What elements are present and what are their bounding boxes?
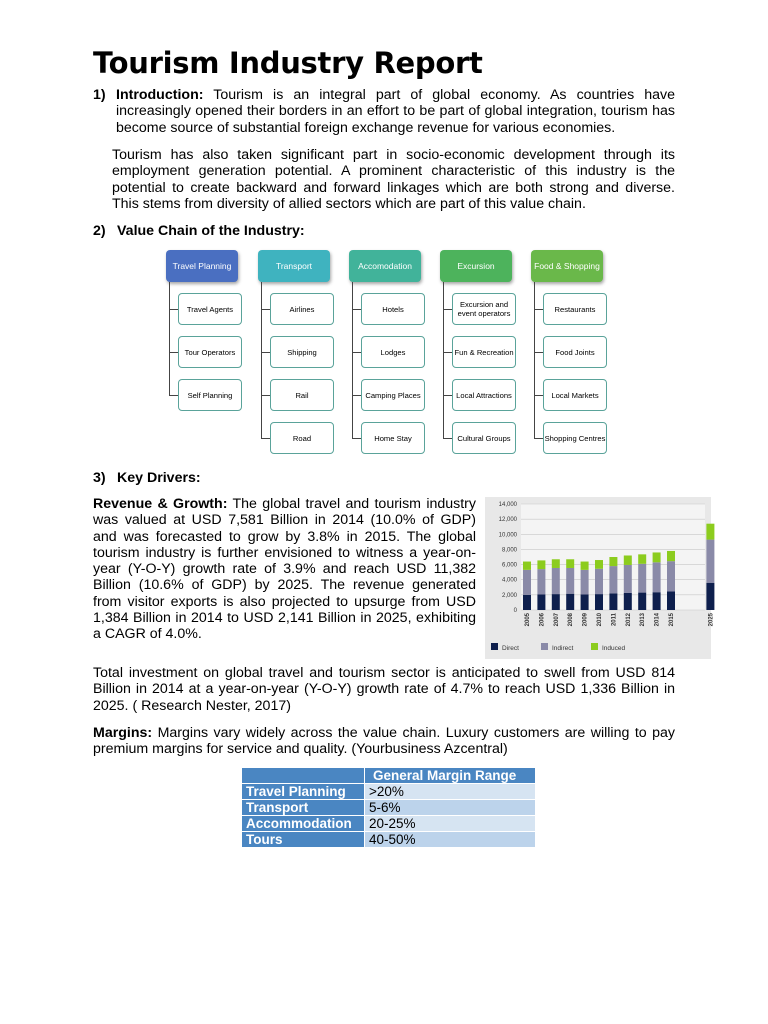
x-tick-label: 2006 [539, 613, 546, 627]
legend-swatch [591, 643, 598, 650]
x-tick-label: 2008 [568, 613, 575, 627]
legend-label: Direct [502, 645, 519, 652]
table-row [242, 784, 536, 800]
section-number-key-drivers: 3) [93, 470, 106, 486]
connector-line [261, 282, 262, 438]
value-chain-item: Travel Agents [178, 293, 242, 325]
value-chain-item: Local Attractions [452, 379, 516, 411]
row-label: Accommodation [242, 816, 365, 832]
bar-segment [523, 562, 531, 570]
bar-segment [537, 569, 545, 594]
bar-segment [609, 566, 617, 593]
value-chain-item: Lodges [361, 336, 425, 368]
x-tick-label: 2009 [582, 613, 589, 627]
y-tick-label: 6,000 [501, 562, 517, 569]
page-title: Tourism Industry Report [93, 46, 483, 80]
key-drivers-heading: Key Drivers: [117, 470, 201, 486]
row-value: >20% [365, 784, 536, 800]
bar-segment [638, 593, 646, 610]
x-tick-label: 2010 [597, 613, 603, 627]
value-chain-item: Food Joints [543, 336, 607, 368]
y-tick-label: 4,000 [501, 577, 517, 584]
value-chain-head: Transport [258, 250, 330, 282]
value-chain-item: Shipping [270, 336, 334, 368]
value-chain-heading: Value Chain of the Industry: [117, 223, 305, 239]
margin-table [241, 767, 536, 848]
margin-table-header-row [242, 768, 536, 784]
row-label: Transport [242, 800, 365, 816]
value-chain-head: Excursion [440, 250, 512, 282]
value-chain-head: Accomodation [349, 250, 421, 282]
x-tick-label: 2005 [525, 613, 531, 627]
intro-paragraph [116, 87, 675, 136]
revenue-paragraph [93, 496, 476, 643]
x-tick-label: 2025 [708, 613, 715, 627]
bar-segment [581, 594, 589, 610]
row-value: 20-25% [365, 816, 536, 832]
x-tick-label: 2012 [625, 613, 632, 627]
bar-segment [638, 564, 646, 593]
value-chain-item: Airlines [270, 293, 334, 325]
intro-text: Tourism is an integral part of global economy. As countries have increasingly opened their borders in an effort to be part of global integration, tourism has become source of substantial foreign exchange revenue for various economies. [116, 87, 676, 136]
bar-segment [653, 562, 661, 592]
bar-segment [566, 594, 574, 610]
section-number-intro: 1) [93, 87, 106, 103]
bar-segment [706, 583, 714, 610]
bar-segment [595, 594, 603, 610]
row-label: Tours [242, 832, 365, 848]
table-row [242, 832, 536, 848]
y-tick-label: 2,000 [501, 592, 517, 599]
bar-segment [537, 594, 545, 610]
connector-line [534, 282, 535, 438]
value-chain-item: Road [270, 422, 334, 454]
value-chain-item: Hotels [361, 293, 425, 325]
table-row [242, 816, 536, 832]
value-chain-item: Self Planning [178, 379, 242, 411]
bar-segment [609, 593, 617, 610]
value-chain-head: Food & Shopping [531, 250, 603, 282]
bar-segment [523, 570, 531, 595]
bar-segment [624, 593, 632, 610]
legend-swatch [491, 643, 498, 650]
y-tick-label: 8,000 [501, 547, 517, 554]
bar-segment [581, 570, 589, 595]
bar-segment [595, 569, 603, 594]
bar-segment [566, 568, 574, 594]
bar-segment [667, 561, 675, 591]
bar-segment [667, 551, 675, 561]
value-chain-item: Excursion and event operators [452, 293, 516, 325]
bar-segment [609, 557, 617, 566]
value-chain-item: Restaurants [543, 293, 607, 325]
value-chain-item: Rail [270, 379, 334, 411]
margins-label: Margins: [93, 725, 153, 741]
intro-paragraph-2: Tourism has also taken significant part in socio-economic development through its employment generation potential. A prominent characteristic of this industry is the potential to create backward and forward linkages which are both strong and diverse. This stems from diversity of allied sectors which are part of this value chain. [112, 147, 675, 212]
bar-segment [638, 554, 646, 563]
legend-swatch [541, 643, 548, 650]
revenue-text: The global travel and tourism industry was valued at USD 7,581 Billion in 2014 (10.0% of GDP) and was forecasted to grow by 3.8% in 2015. The global tourism industry is further envisioned to witness a year-on-year (Y-O-Y) growth rate of 3.9% and reach USD 11,382 Billion (10.6% of GDP) by 2025. The revenue generated from visitor exports is also projected to upsurge from USD 1,384 Billion in 2014 to USD 2,141 Billion in 2025, exhibiting a CAGR of 4.0%. [93, 496, 476, 643]
bar-segment [624, 565, 632, 593]
margins-paragraph [93, 725, 675, 758]
bar-segment [653, 552, 661, 562]
bar-segment [566, 559, 574, 568]
margin-table-corner [242, 768, 365, 784]
connector-line [443, 282, 444, 438]
bar-segment [595, 560, 603, 569]
row-value: 40-50% [365, 832, 536, 848]
y-tick-label: 14,000 [498, 502, 517, 508]
bar-segment [624, 555, 632, 564]
y-tick-label: 12,000 [498, 517, 517, 524]
x-tick-label: 2013 [640, 613, 647, 627]
value-chain-item: Shopping Centres [543, 422, 607, 454]
bar-segment [706, 524, 714, 540]
x-tick-label: 2015 [669, 613, 675, 627]
row-value: 5-6% [365, 800, 536, 816]
bar-segment [552, 568, 560, 594]
margins-text: Margins vary widely across the value chain. Luxury customers are willing to pay premium margins for service and quality. (Yourbusiness Azcentral) [93, 725, 675, 758]
value-chain-item: Fun & Recreation [452, 336, 516, 368]
bar-segment [537, 560, 545, 569]
legend-label: Indirect [552, 645, 574, 652]
y-tick-label: 0 [513, 608, 517, 614]
y-tick-label: 10,000 [498, 532, 517, 539]
table-row [242, 800, 536, 816]
x-tick-label: 2014 [654, 613, 661, 627]
margin-table-header: General Margin Range [365, 768, 536, 784]
x-tick-label: 2007 [553, 613, 560, 627]
value-chain-item: Cultural Groups [452, 422, 516, 454]
bar-segment [581, 562, 589, 570]
connector-line [352, 282, 353, 438]
connector-line [169, 282, 170, 395]
bar-segment [667, 591, 675, 610]
bar-segment [552, 559, 560, 568]
legend-label: Induced [602, 645, 626, 652]
x-tick-label: 2011 [611, 613, 618, 627]
revenue-chart [485, 497, 715, 659]
value-chain-item: Tour Operators [178, 336, 242, 368]
bar-segment [523, 595, 531, 610]
revenue-label: Revenue & Growth: [93, 496, 228, 512]
row-label: Travel Planning [242, 784, 365, 800]
value-chain-head: Travel Planning [166, 250, 238, 282]
bar-segment [653, 592, 661, 610]
value-chain-item: Home Stay [361, 422, 425, 454]
section-number-value-chain: 2) [93, 223, 106, 239]
value-chain-item: Local Markets [543, 379, 607, 411]
investment-paragraph: Total investment on global travel and tourism sector is anticipated to swell from USD 814 Billion in 2014 at a year-on-year (Y-O-Y) growth rate of 4.7% to reach USD 1,336 Billion in 2025. ( Research Nester, 2017) [93, 665, 675, 714]
value-chain-item: Camping Places [361, 379, 425, 411]
bar-segment [552, 594, 560, 610]
intro-label: Introduction: [116, 87, 204, 103]
bar-segment [706, 540, 714, 583]
